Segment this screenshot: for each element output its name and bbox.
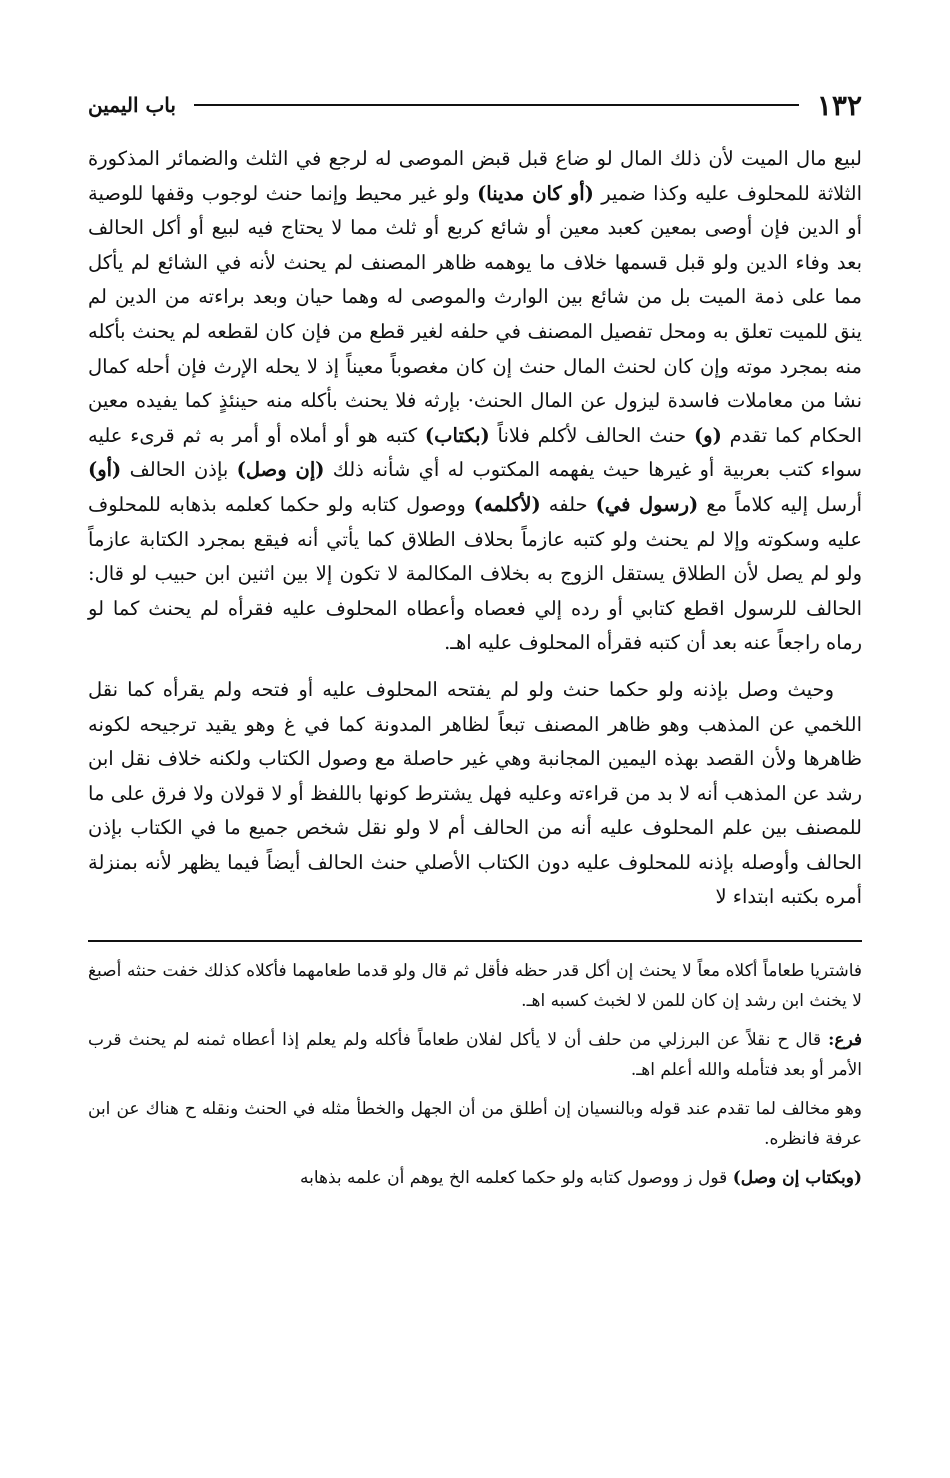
text-run: ولو غير محيط وإنما حنث لوجوب وقفها للوصية أو الدين فإن أوصى بمعين كعبد معين أو شائع كربع أو ثلث مما لا يحتاج فيه لبيع أو أكل الحالف بعد وفاء الدين ولو قبل قسمها خلاف ما يوهمه ظاهر المصنف لم يحنث لأنه في الشائع لم يأكل مما على ذمة الميت بل من شائع بين الوارث والموصى له وهما حيان وبعد براءته من الدين لم ينق للميت تعلق به ومحل تفصيل المصنف في حلفه لغير قطع من فإن كان لقطعه لم يحنث بأكله منه بمجرد موته وإن كان لحنث المال حنث إن كان مغصوباً معيناً إذ لا يحله الإرث فإن أحله كمال نشا من معاملات فاسدة ليزول عن المال الحنث· بإرثه فلا يحنث بأكله منه حينئذٍ كما يفيده معين الحكام كما تقدم bbox=[88, 181, 862, 447]
page-header bbox=[88, 82, 862, 128]
matn-phrase: (لأكلمه) bbox=[473, 492, 541, 516]
footnote-1: فاشتريا طعاماً أكلاه معاً لا يحنث إن أكل قدر حظه فأقل ثم قال ولو قدما طعامهما فأكلاه كذلك خفت حنثه أصبغ لا يخنث ابن رشد إن كان للمن لا لخبث كسبه اهـ. bbox=[88, 960, 862, 1011]
matn-phrase: (بكتاب) bbox=[424, 423, 490, 447]
footnote-text: قال ح نقلاً عن البرزلي من حلف أن لا يأكل لفلان طعاماً فأكله ولم يعلم إذا أعطاه ثمنه لم يحنث قرب الأمر أو بعد فتأمله والله أعلم اهـ. bbox=[88, 1029, 862, 1080]
header-rule bbox=[194, 104, 799, 106]
running-title: باب اليمين bbox=[88, 93, 176, 117]
footnote-label: فرع: bbox=[828, 1029, 862, 1050]
matn-phrase: (رسول في) bbox=[595, 492, 699, 516]
footnote-rule bbox=[88, 940, 862, 942]
main-paragraph-2: وحيث وصل بإذنه ولو حكما حنث ولو لم يفتحه المحلوف عليه أو فتحه ولم يقرأه كما نقل اللخمي عن المذهب وهو ظاهر المصنف تبعاً لظاهر المدونة كما في غ وهو يقيد ترجيحه لكونه ظاهرها ولأن القصد بهذه اليمين المجانبة وهي غير حاصلة مع وصول الكتاب ولكنه خلاف نقل ابن رشد عن المذهب أنه لا بد من قراءته وعليه فهل يشترط كونها باللفظ أو لا قولان ولا فرق على ما للمصنف بين علم المحلوف عليه أنه من الحالف أم لا ولو نقل شخص جميع ما في الكتاب بإذن الحالف وأوصله بإذنه للمحلوف عليه دون الكتاب الأصلي حنث الحالف أيضاً فيما يظهر لأنه بمنزلة أمره بكتبه ابتداء لا bbox=[88, 677, 862, 909]
footnote-2 bbox=[88, 1025, 862, 1085]
matn-phrase: (أو) bbox=[88, 458, 122, 482]
matn-phrase: (أو كان مدينا) bbox=[477, 181, 594, 205]
page-number: ١٣٢ bbox=[816, 88, 862, 122]
text-run: أرسل إليه كلاماً مع bbox=[698, 492, 862, 516]
text-run: ووصول كتابه ولو حكما كعلمه بذهابه للمحلوف عليه وسكوته وإلا لم يحنث ولو كتبه عازماً بحلاف الطلاق كما يأتي أنه فيقع بمجرد الكتابة عازماً ولو لم يصل لأن الطلاق يستقل الزوج به بخلاف المكالمة لا تكون إلا بين اثنين ابن حبيب لو قال: الحالف للرسول اقطع كتابي أو رده إلي فعصاه وأعطاه المحلوف عليه فقرأه لم يحنث كما لو رماه راجعاً عنه بعد أن كتبه فقرأه المحلوف عليه اهـ. bbox=[88, 492, 862, 655]
text-run: لبيع مال الميت لأن ذلك المال لو ضاع قبل قبض الموصى له لرجع في الثلث والضمائر المذكورة الثلاثة للمحلوف عليه وكذا ضمير bbox=[88, 147, 862, 205]
text-run: حنث الحالف لأكلم فلاناً bbox=[489, 423, 694, 447]
matn-phrase: (إن وصل) bbox=[236, 458, 325, 482]
text-run: بإذن الحالف bbox=[121, 458, 237, 482]
footnote-3: وهو مخالف لما تقدم عند قوله وبالنسيان إن أطلق من أن الجهل والخطأ مثله في الحنث ونقله ح هناك عن ابن عرفة فانظره. bbox=[88, 1098, 862, 1149]
footnote-text: قول ز ووصول كتابه ولو حكما كعلمه الخ يوهم أن علمه بذهابه bbox=[299, 1167, 733, 1188]
text-run: كتبه هو أو أملاه أو أمر به ثم قرىء عليه سواء كتب بعربية أو غيرها حيث يفهمه المكتوب له أي شأنه ذلك bbox=[88, 423, 862, 482]
text-run: حلفه bbox=[540, 492, 596, 516]
footnote-label: (وبكتاب إن وصل) bbox=[732, 1167, 862, 1188]
main-paragraph-1 bbox=[88, 142, 862, 661]
document-page bbox=[88, 82, 862, 1452]
matn-phrase: (و) bbox=[693, 423, 722, 447]
main-text bbox=[88, 142, 862, 915]
footnotes bbox=[88, 956, 862, 1193]
footnote-4 bbox=[88, 1163, 862, 1193]
